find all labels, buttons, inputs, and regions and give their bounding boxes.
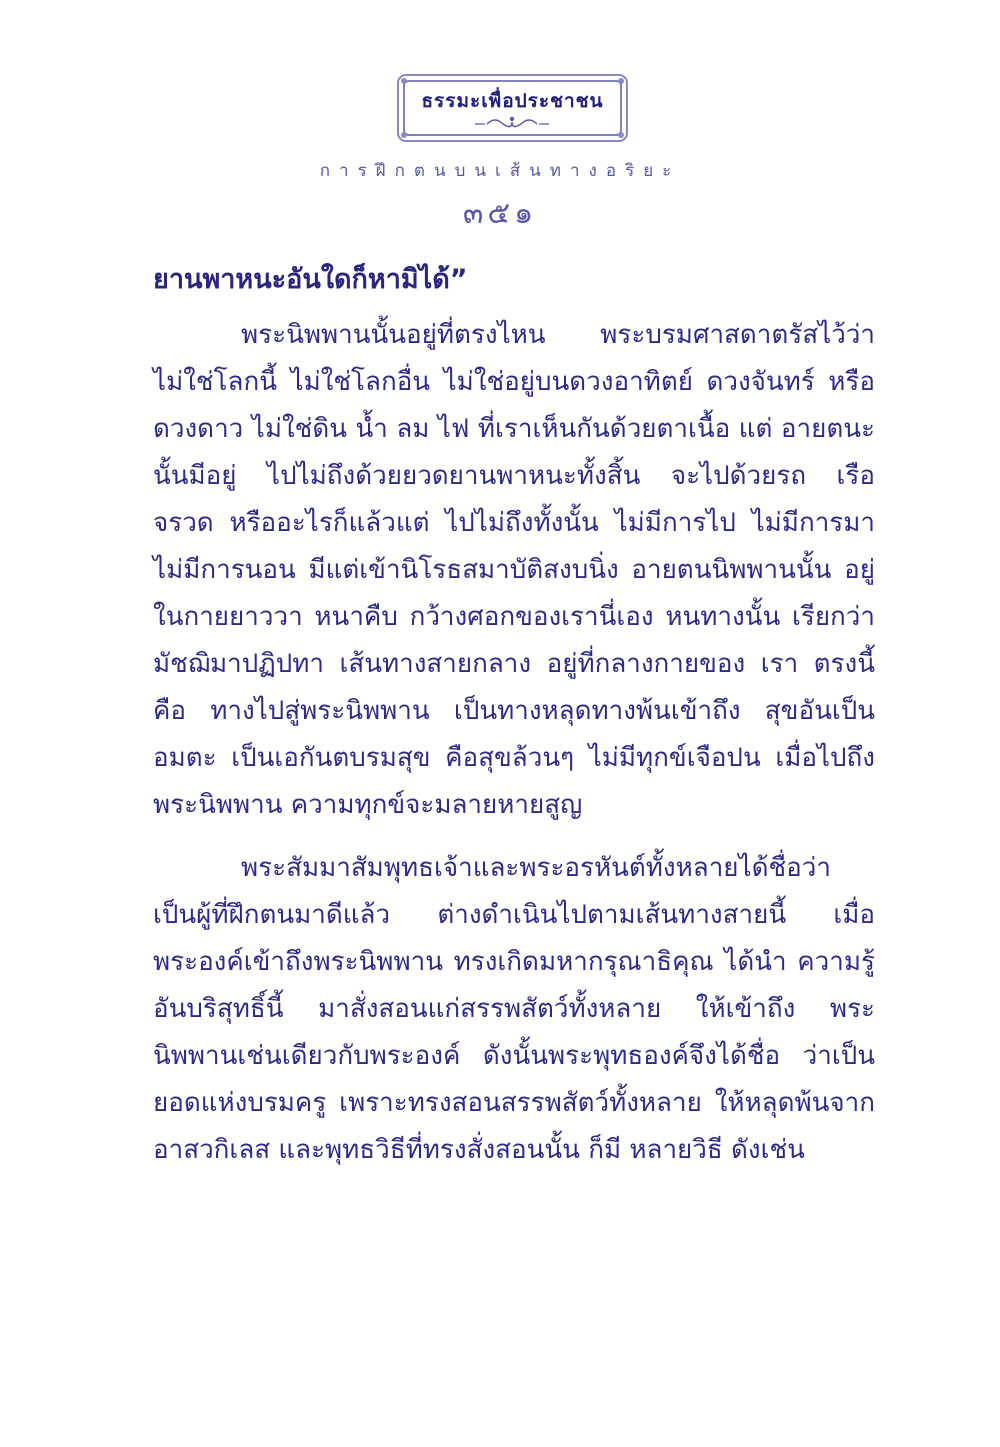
page-number: ๓๕๑ — [462, 196, 538, 231]
book-subtitle: การฝึกตนบนเส้นทางอริยะ — [319, 161, 681, 181]
page-content — [153, 258, 875, 1190]
section-heading: ยานพาหนะอันใดก็หามิได้” — [153, 264, 468, 295]
page-header — [0, 0, 1000, 240]
logo-text: ธรรมะเพื่อประชาชน — [421, 90, 604, 112]
paragraph-2: พระสัมมาสัมพุทธเจ้าและพระอรหันต์ทั้งหลายได้ชื่อว่า เป็นผู้ที่ฝึกตนมาดีแล้ว ต่างดำเนินไปตามเส้นทางสายนี้ เมื่อ พระองค์เข้าถึงพระนิพพาน ทรงเกิดมหากรุณาธิคุณ ได้นำ ความรู้อันบริสุทธิ์นี้ มาสั่งสอนแก่สรรพสัตว์ทั้งหลาย ให้เข้าถึง พระนิพพานเช่นเดียวกับพระองค์ ดังนั้นพระพุทธองค์จึงได้ชื่อ ว่าเป็นยอดแห่งบรมครู เพราะทรงสอนสรรพสัตว์ทั้งหลาย ให้หลุดพ้นจากอาสวกิเลส และพุทธวิธีที่ทรงสั่งสอนนั้น ก็มี หลายวิธี ดังเช่น — [153, 853, 875, 1165]
paragraph-1: พระนิพพานนั้นอยู่ที่ตรงไหน พระบรมศาสดาตรัสไว้ว่า ไม่ใช่โลกนี้ ไม่ใช่โลกอื่น ไม่ใช่อยู่บนดวงอาทิตย์ ดวงจันทร์ หรือ ดวงดาว ไม่ใช่ดิน น้ำ ลม ไฟ ที่เราเห็นกันด้วยตาเนื้อ แต่ อายตนะนั้นมีอยู่ ไปไม่ถึงด้วยยวดยานพาหนะทั้งสิ้น จะไปด้วยรถ เรือ จรวด หรืออะไรก็แล้วแต่ ไปไม่ถึงทั้งนั้น ไม่มีการไป ไม่มีการมา ไม่มีการนอน มีแต่เข้านิโรธสมาบัติสงบนิ่ง อายตนนิพพานนั้น อยู่ในกายยาววา หนาคืบ กว้างศอกของเรานี่เอง หนทางนั้น เรียกว่า มัชฌิมาปฏิปทา เส้นทางสายกลาง อยู่ที่กลางกายของ เรา ตรงนี้ คือ ทางไปสู่พระนิพพาน เป็นทางหลุดทางพ้นเข้าถึง สุขอันเป็นอมตะ เป็นเอกันตบรมสุข คือสุขล้วนๆ ไม่มีทุกข์เจือปน เมื่อไปถึงพระนิพพาน ความทุกข์จะมลายหายสูญ — [153, 320, 875, 820]
book-series-logo — [395, 72, 630, 144]
